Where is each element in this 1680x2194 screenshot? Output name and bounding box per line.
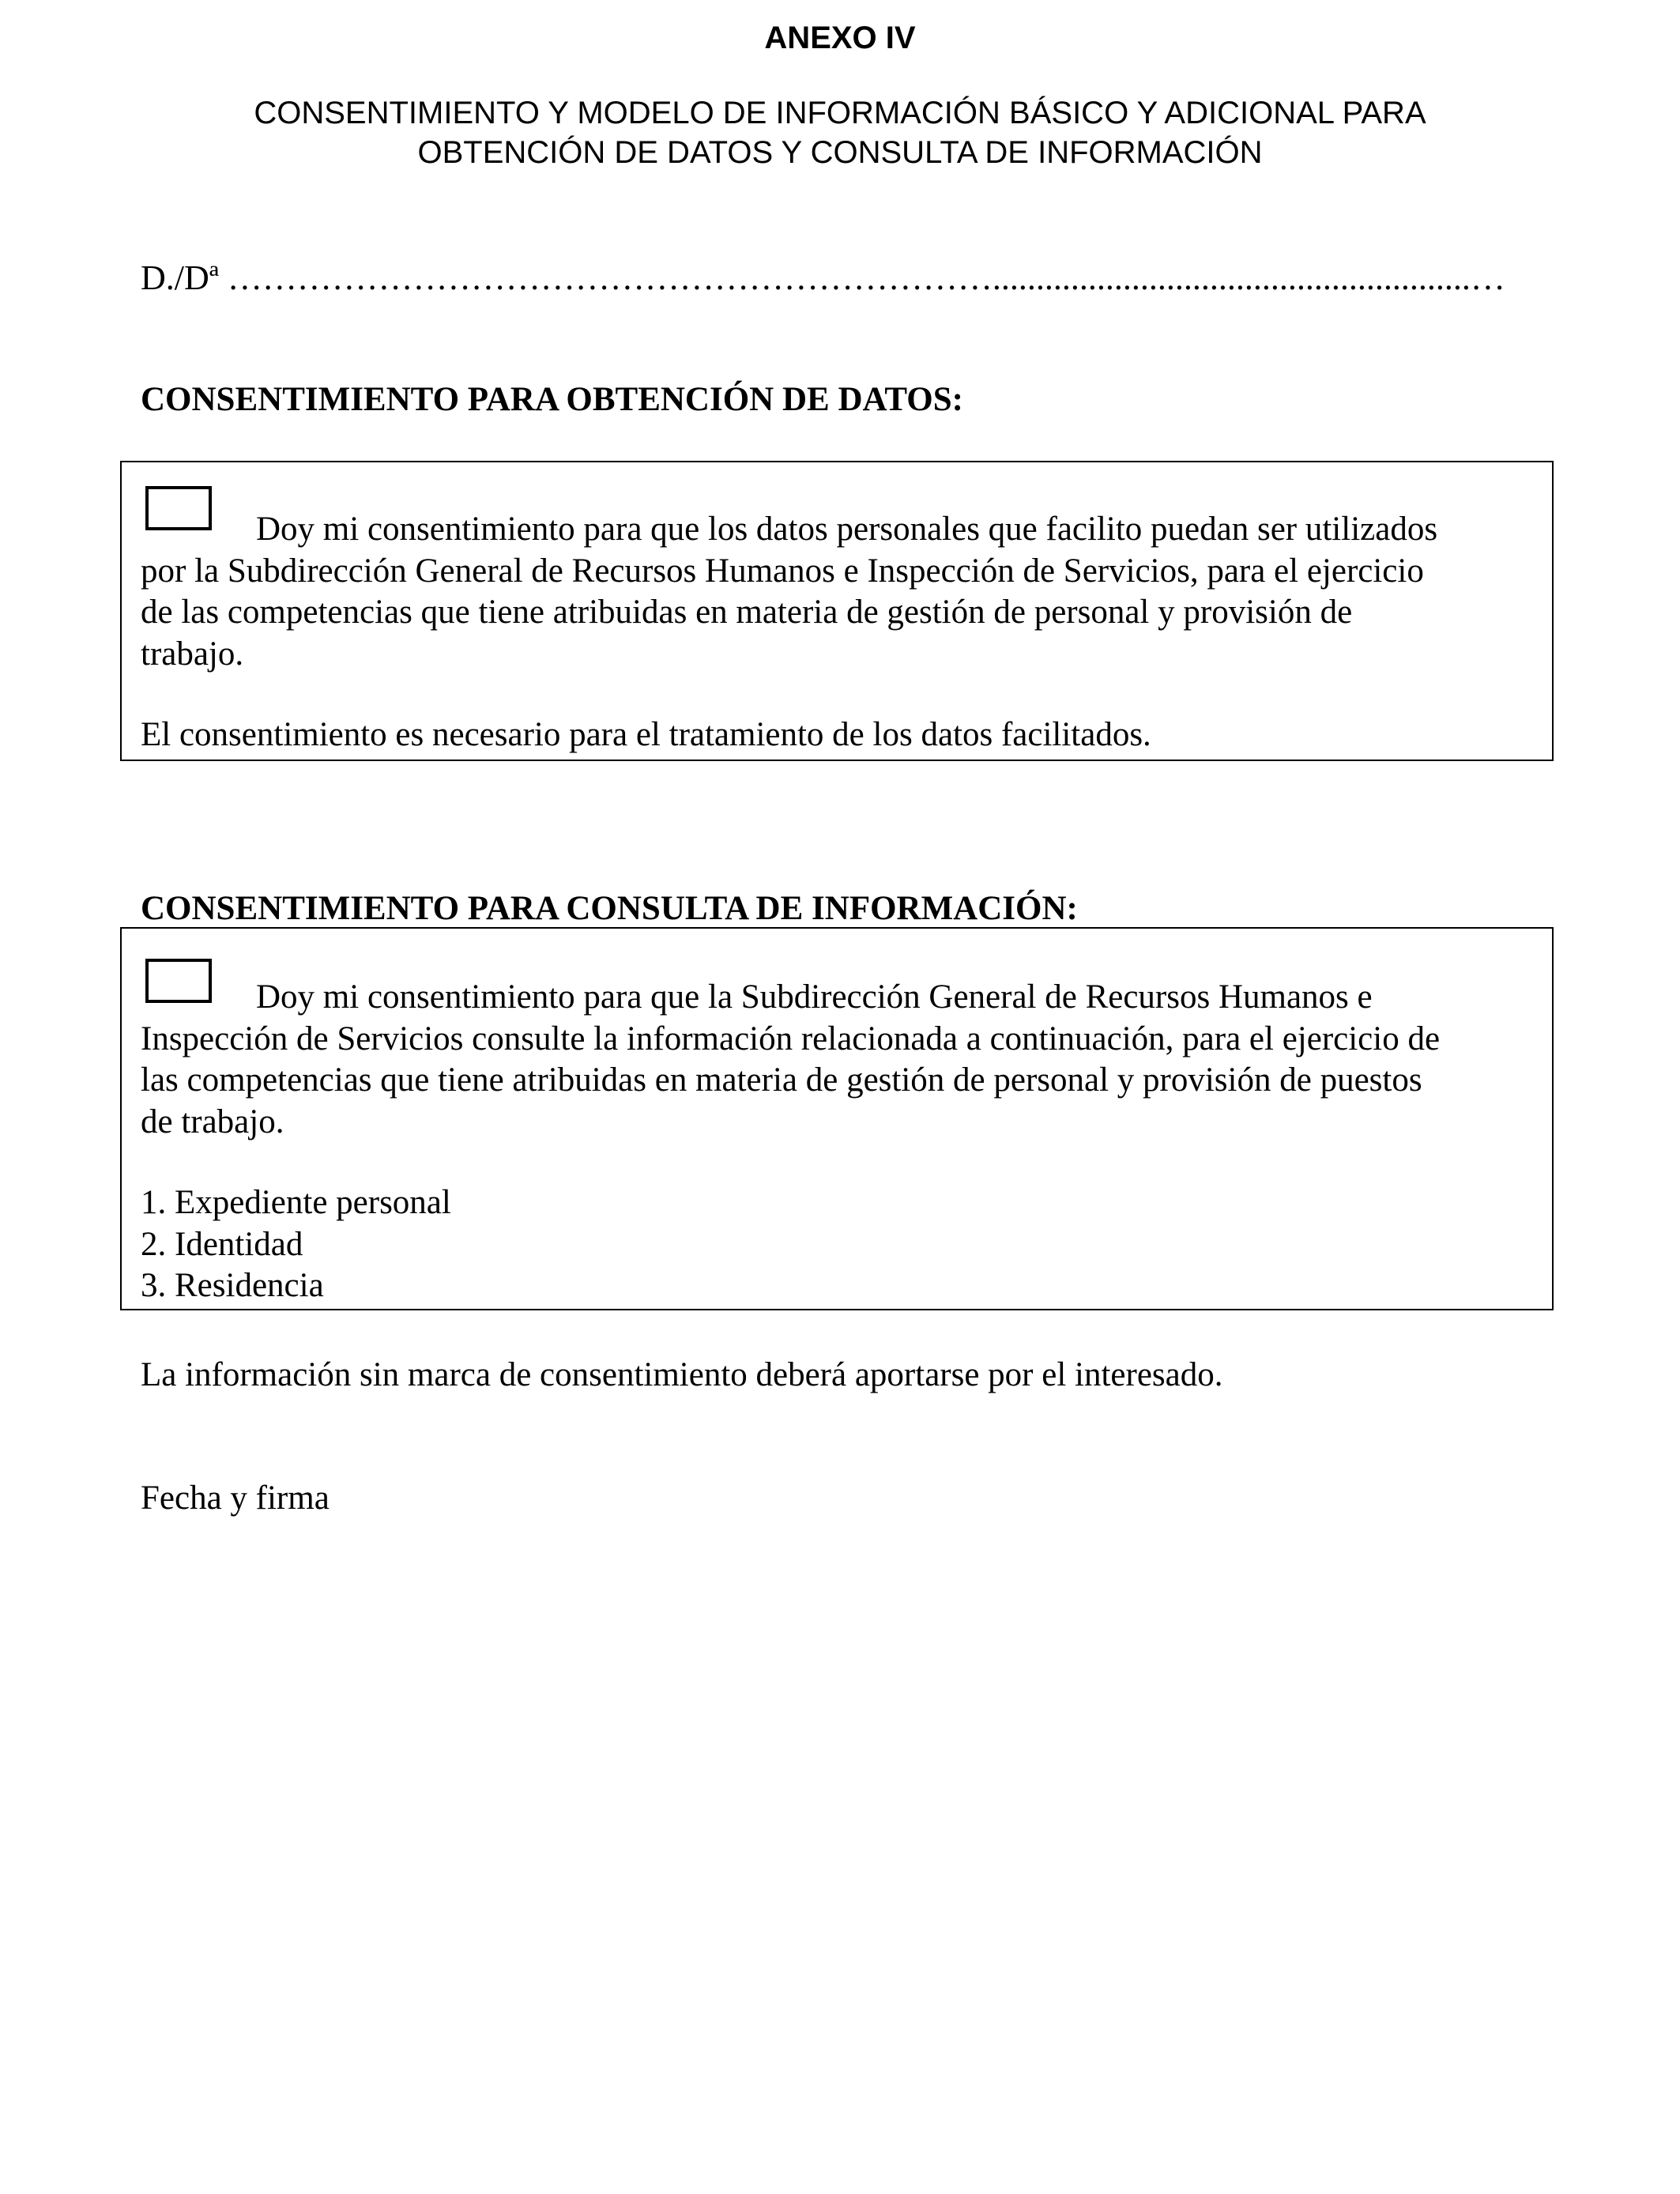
list-item: 1. Expediente personal bbox=[141, 1184, 451, 1221]
unmarked-info-note: La información sin marca de consentimiento deberá aportarse por el interesado. bbox=[141, 1356, 1223, 1393]
data-consent-text-line: por la Subdirección General de Recursos Humanos e Inspección de Servicios, para el ejercicio bbox=[141, 552, 1424, 590]
info-consent-text-line: Inspección de Servicios consulte la información relacionada a continuación, para el ejercicio de bbox=[141, 1020, 1441, 1057]
data-consent-text bbox=[141, 509, 1547, 675]
info-consent-text-line: de trabajo. bbox=[141, 1103, 284, 1140]
date-signature-label: Fecha y firma bbox=[141, 1480, 330, 1517]
data-consent-text-line: Doy mi consentimiento para que los datos personales que facilito puedan ser utilizados bbox=[256, 511, 1438, 548]
list-item: 2. Identidad bbox=[141, 1225, 303, 1263]
annex-title: ANEXO IV bbox=[764, 21, 916, 55]
data-consent-text-line: trabajo. bbox=[141, 635, 244, 673]
document-title-line-1: CONSENTIMIENTO Y MODELO DE INFORMACIÓN BÁSICO Y ADICIONAL PARA bbox=[254, 96, 1426, 130]
info-consent-text-line: Doy mi consentimiento para que la Subdirección General de Recursos Humanos e bbox=[256, 978, 1373, 1016]
data-consent-necessity-note: El consentimiento es necesario para el tratamiento de los datos facilitados. bbox=[141, 716, 1151, 753]
info-consent-heading: CONSENTIMIENTO PARA CONSULTA DE INFORMACIÓN: bbox=[141, 890, 1078, 927]
list-item: 3. Residencia bbox=[141, 1267, 324, 1304]
data-consent-heading: CONSENTIMIENTO PARA OBTENCIÓN DE DATOS: bbox=[141, 381, 963, 418]
info-consent-list bbox=[141, 1182, 451, 1307]
document-title-line-2: OBTENCIÓN DE DATOS Y CONSULTA DE INFORMACIÓN bbox=[417, 135, 1263, 170]
document-title bbox=[0, 93, 1680, 172]
info-consent-text bbox=[141, 977, 1547, 1143]
data-consent-text-line: de las competencias que tiene atribuidas en materia de gestión de personal y provisión de bbox=[141, 594, 1353, 631]
info-consent-text-line: las competencias que tiene atribuidas en materia de gestión de personal y provisión de puestos bbox=[141, 1061, 1422, 1099]
applicant-name-field[interactable]: D./Dª ………………………………………………………….......................................................… bbox=[141, 258, 1505, 297]
